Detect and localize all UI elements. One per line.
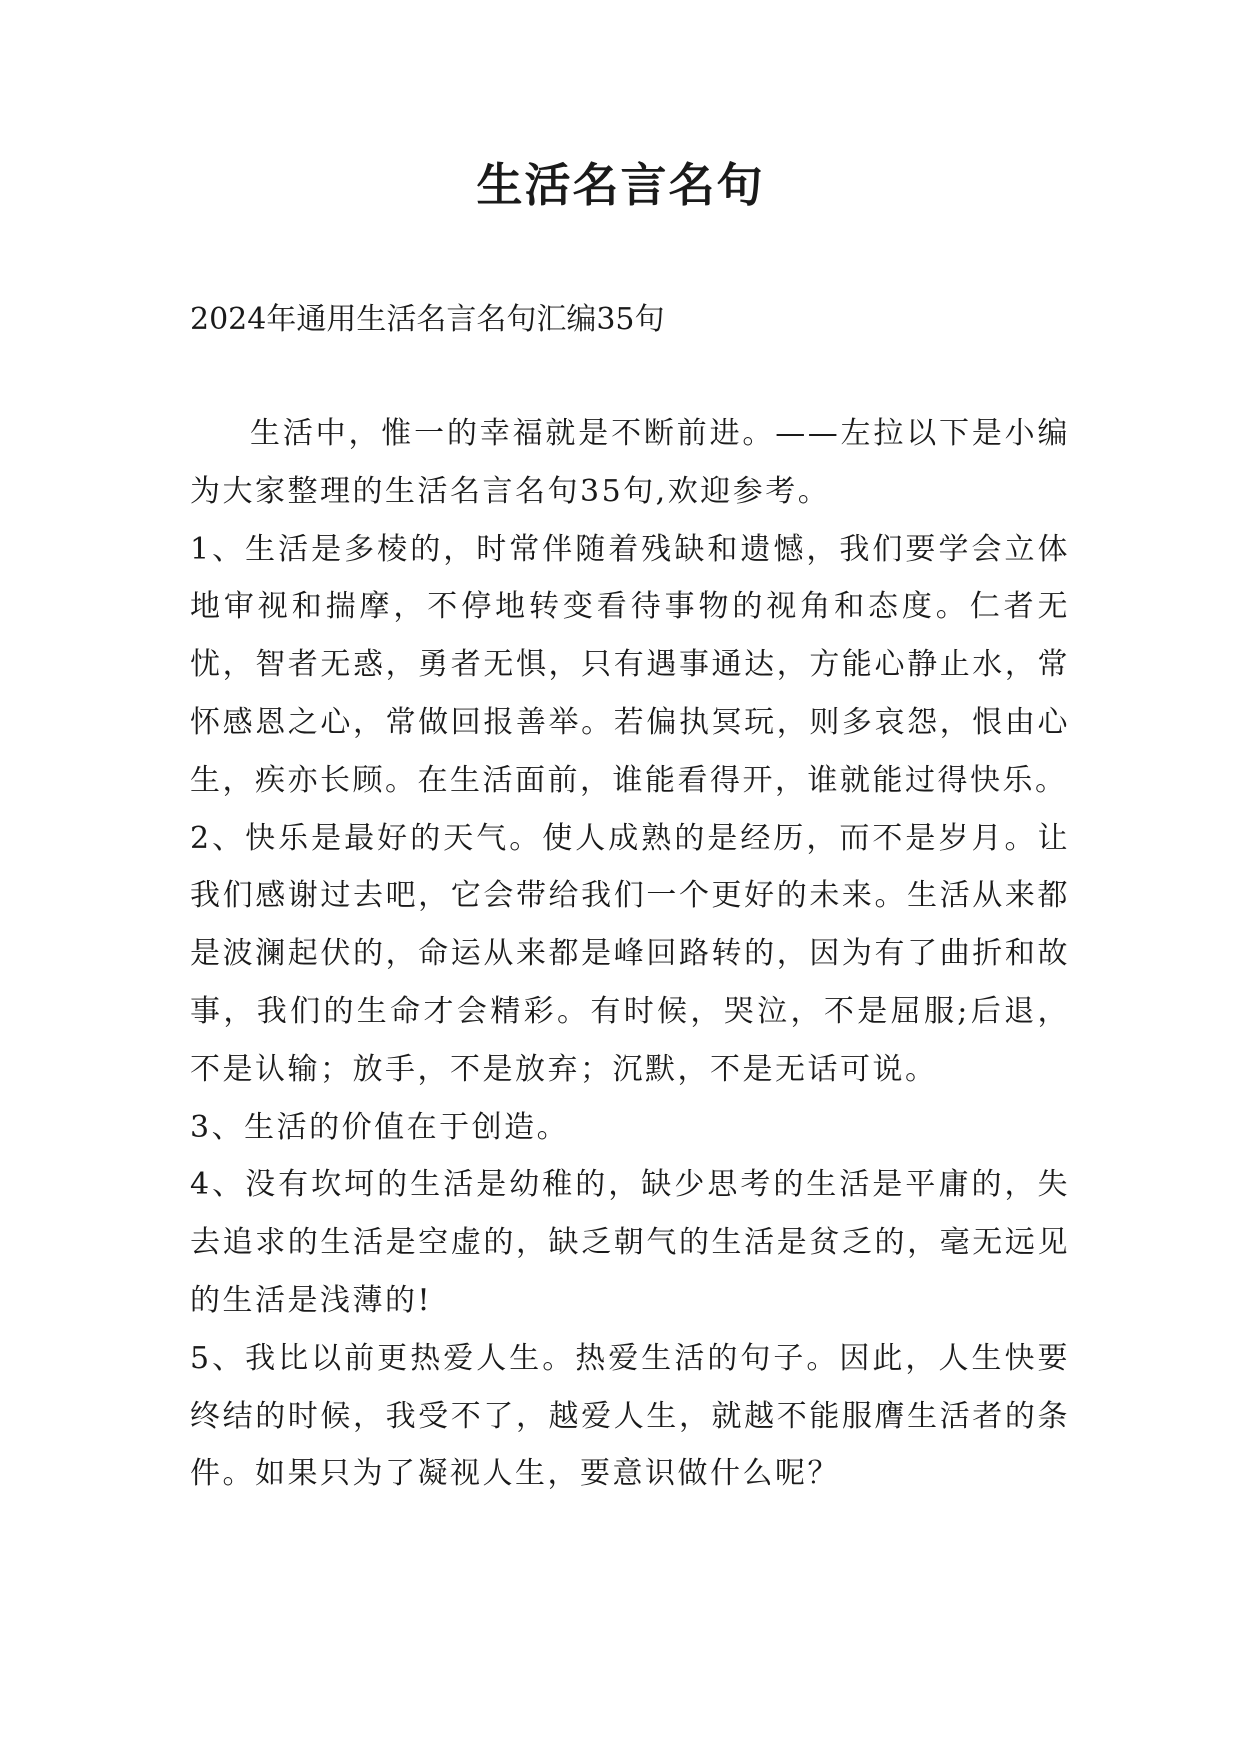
intro-paragraph: 生活中，惟一的幸福就是不断前进。——左拉以下是小编为大家整理的生活名言名句35句,欢迎参考。 — [190, 416, 1070, 509]
quote-item-2: 2、快乐是最好的天气。使人成熟的是经历，而不是岁月。让我们感谢过去吧，它会带给我们一个更好的未来。生活从来都是波澜起伏的，命运从来都是峰回路转的，因为有了曲折和故事，我们的生命才会精彩。有时候，哭泣，不是屈服;后退，不是认输；放手，不是放弃；沉默，不是无话可说。 — [190, 820, 1070, 1087]
document-body — [190, 405, 1070, 1503]
quote-item-3: 3、生活的价值在于创造。 — [190, 1109, 570, 1145]
document-title: 生活名言名句 — [476, 158, 765, 212]
document-subtitle: 2024年通用生活名言名句汇编35句 — [190, 302, 665, 337]
quote-item-4: 4、没有坎坷的生活是幼稚的，缺少思考的生活是平庸的，失去追求的生活是空虚的，缺乏朝气的生活是贫乏的，毫无远见的生活是浅薄的! — [190, 1167, 1070, 1318]
quote-item-1: 1、生活是多棱的，时常伴随着残缺和遗憾，我们要学会立体地审视和揣摩，不停地转变看待事物的视角和态度。仁者无忧，智者无惑，勇者无惧，只有遇事通达，方能心静止水，常怀感恩之心，常做回报善举。若偏执冥玩，则多哀怨，恨由心生，疾亦长顾。在生活面前，谁能看得开，谁就能过得快乐。 — [190, 531, 1070, 798]
quote-item-5: 5、我比以前更热爱人生。热爱生活的句子。因此，人生快要终结的时候，我受不了，越爱人生，就越不能服膺生活者的条件。如果只为了凝视人生，要意识做什么呢？ — [190, 1340, 1070, 1492]
